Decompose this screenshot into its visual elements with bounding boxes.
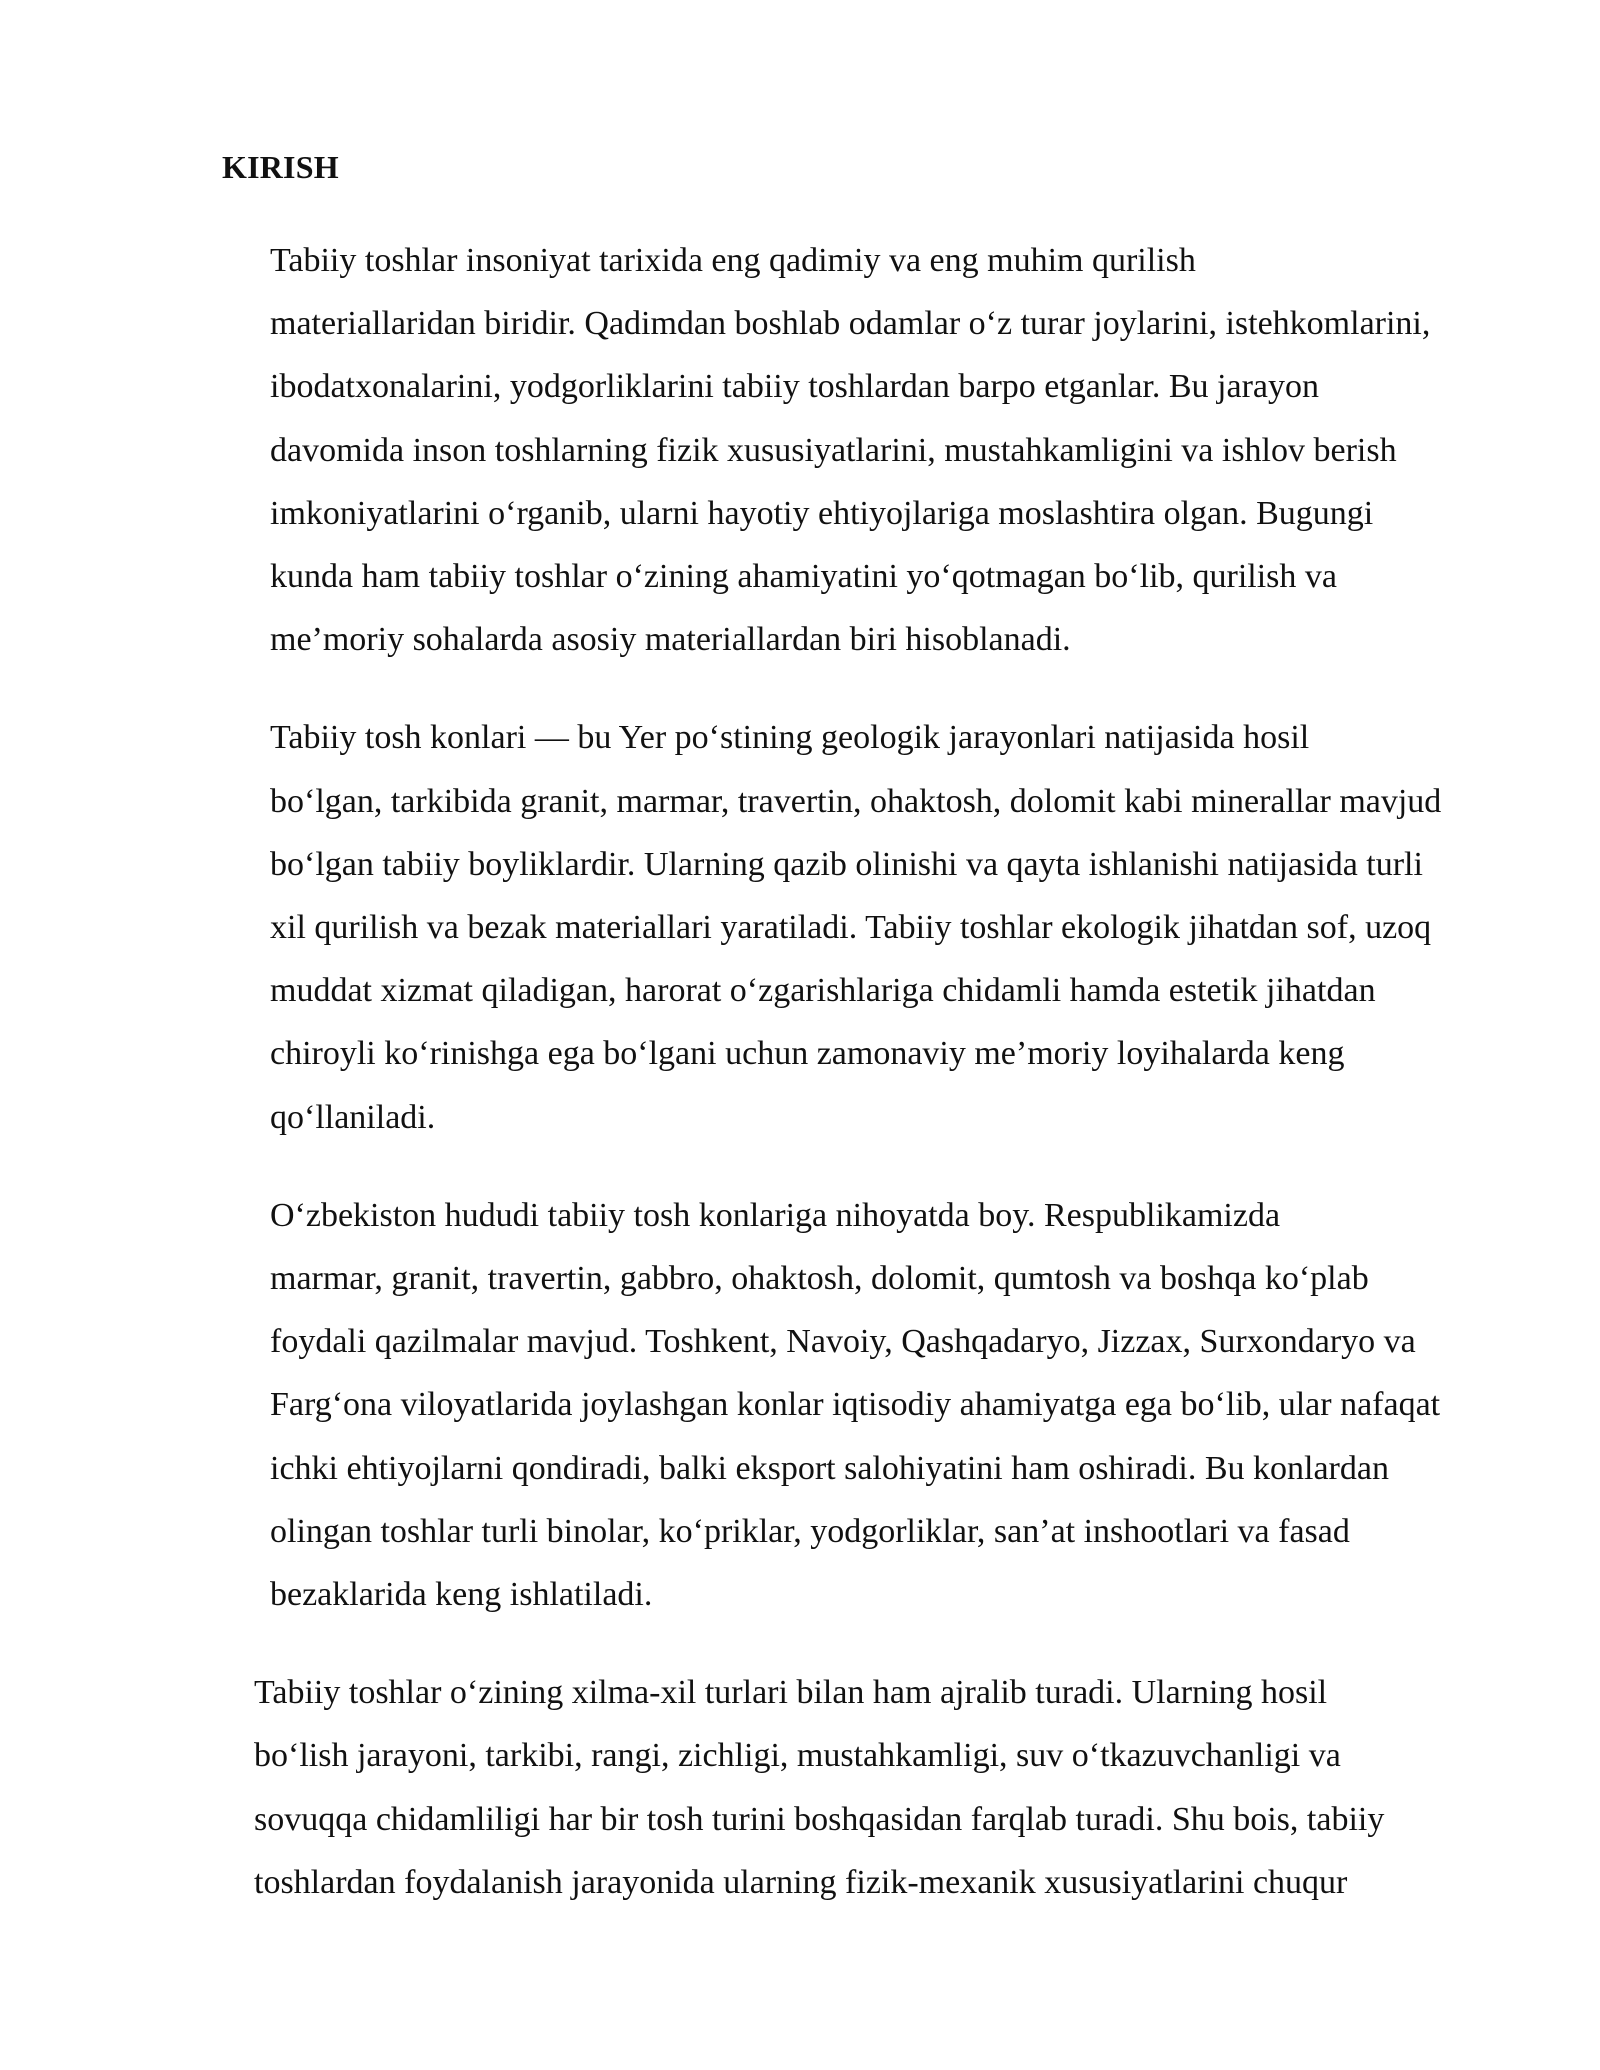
paragraph-line: me’moriy sohalarda asosiy materiallardan biri hisoblanadi.	[270, 621, 1071, 659]
paragraph-line: qo‘llaniladi.	[270, 1098, 436, 1136]
paragraph-2	[222, 706, 1504, 1148]
paragraph-line: Farg‘ona viloyatlarida joylashgan konlar iqtisodiy ahamiyatga ega bo‘lib, ular nafaqat	[270, 1386, 1441, 1424]
paragraph-line: toshlardan foydalanish jarayonida ularning fizik-mexanik xususiyatlarini chuqur	[254, 1863, 1348, 1901]
paragraph-line: ichki ehtiyojlarni qondiradi, balki eksport salohiyatini ham oshiradi. Bu konlardan	[270, 1449, 1389, 1487]
paragraph-line: imkoniyatlarini o‘rganib, ularni hayotiy ehtiyojlariga moslashtira olgan. Bugungi	[270, 494, 1374, 532]
paragraph-line: muddat xizmat qiladigan, harorat o‘zgarishlariga chidamli hamda estetik jihatdan	[270, 972, 1376, 1010]
paragraph-line: marmar, granit, travertin, gabbro, ohaktosh, dolomit, qumtosh va boshqa ko‘plab	[270, 1260, 1369, 1298]
paragraph-line: bezaklarida keng ishlatiladi.	[270, 1576, 653, 1614]
paragraph-line: xil qurilish va bezak materiallari yaratiladi. Tabiiy toshlar ekologik jihatdan sof, uzoq	[270, 909, 1432, 947]
paragraph-line: Tabiiy tosh konlari — bu Yer po‘stining geologik jarayonlari natijasida hosil	[270, 719, 1310, 757]
paragraph-line: chiroyli ko‘rinishga ega bo‘lgani uchun zamonaviy me’moriy loyihalarda keng	[270, 1035, 1345, 1073]
paragraph-line: bo‘lish jarayoni, tarkibi, rangi, zichligi, mustahkamligi, suv o‘tkazuvchanligi va	[254, 1737, 1341, 1775]
paragraph-4	[222, 1661, 1504, 1914]
paragraph-line: bo‘lgan, tarkibida granit, marmar, travertin, ohaktosh, dolomit kabi minerallar mavjud	[270, 782, 1442, 820]
paragraph-line: kunda ham tabiiy toshlar o‘zining ahamiyatini yo‘qotmagan bo‘lib, qurilish va	[270, 558, 1337, 596]
paragraph-line: ibodatxonalarini, yodgorliklarini tabiiy toshlardan barpo etganlar. Bu jarayon	[270, 368, 1320, 406]
section-heading: KIRISH	[222, 149, 339, 185]
paragraph-3	[222, 1184, 1504, 1626]
paragraph-1	[222, 229, 1504, 671]
paragraph-line: olingan toshlar turli binolar, ko‘priklar, yodgorliklar, san’at inshootlari va fasad	[270, 1512, 1350, 1550]
paragraph-line: davomida inson toshlarning fizik xususiyatlarini, mustahkamligini va ishlov berish	[270, 431, 1397, 469]
paragraph-line: sovuqqa chidamliligi har bir tosh turini boshqasidan farqlab turadi. Shu bois, tabiiy	[254, 1800, 1385, 1838]
document-body	[222, 147, 1504, 1914]
paragraph-line: bo‘lgan tabiiy boyliklardir. Ularning qazib olinishi va qayta ishlanishi natijasida turli	[270, 845, 1423, 883]
paragraph-line: foydali qazilmalar mavjud. Toshkent, Navoiy, Qashqadaryo, Jizzax, Surxondaryo va	[270, 1323, 1416, 1361]
paragraph-line: Tabiiy toshlar insoniyat tarixida eng qadimiy va eng muhim qurilish	[270, 242, 1196, 279]
paragraph-line: materiallaridan biridir. Qadimdan boshlab odamlar o‘z turar joylarini, istehkomlarini,	[270, 305, 1431, 343]
paragraph-line: Tabiiy toshlar o‘zining xilma-xil turlari bilan ham ajralib turadi. Ularning hosil	[254, 1674, 1328, 1712]
paragraph-line: O‘zbekiston hududi tabiiy tosh konlariga nihoyatda boy. Respublikamizda	[270, 1196, 1281, 1234]
